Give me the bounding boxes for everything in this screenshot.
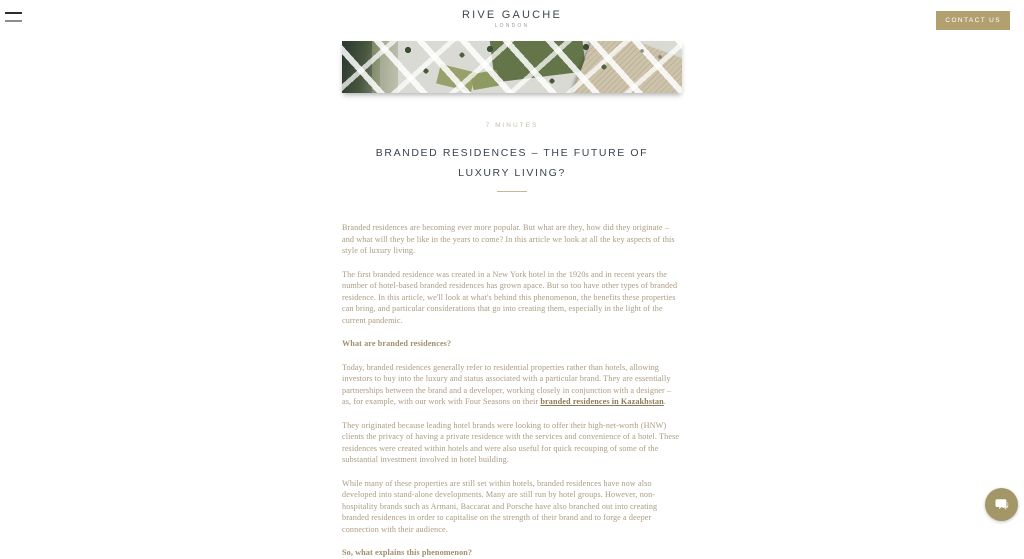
- section-heading-what-are-branded-residences: What are branded residences?: [342, 339, 452, 348]
- paragraph-link-after: .: [663, 397, 666, 406]
- title-divider: [497, 191, 527, 192]
- article-title: BRANDED RESIDENCES – THE FUTURE OF LUXURY LIVING?: [375, 147, 649, 179]
- body-paragraph-standalone: While many of these properties are still set within hotels, branded residences have now also developed into stand-alone developments. Many are still run by hotel groups. However, non-hospitality brands such as Armani, Baccarat and Porsche have also branched out into creating branded residences in order to capitalise on the strength of their brand and to forge a deeper connection with their audience.: [342, 478, 658, 534]
- logo-subtitle: LONDON: [494, 23, 530, 29]
- chat-bubble-icon: [993, 496, 1010, 513]
- contact-us-button[interactable]: CONTACT US: [936, 11, 1010, 30]
- logo-title: RIVE GAUCHE: [462, 9, 562, 21]
- intro-paragraph-2: The first branded residence was created in a New York hotel in the 1920s and in recent years the number of hotel-based branded residences has grown apace. But so too have other types of branded residence. In this article, we'll look at what's behind this phenomenon, the benefits these properties can bring, and particular considerations that go into creating them, especially in the light of the current pandemic.: [342, 269, 678, 325]
- section-heading-phenomenon: So, what explains this phenomenon?: [342, 548, 473, 557]
- paragraph-link-before: Today, branded residences generally refer to residential properties rather than hotels, allowing investors to buy into the luxury and status associated with a particular brand. They are essentially partnerships between the brand and a developer, working closely in conjunction with a designer – as, for example, with our work with Four Seasons on their: [342, 362, 672, 406]
- body-paragraph-origins: They originated because leading hotel brands were looking to offer their high-net-worth (HNW) clients the privacy of having a private residence with the services and convenience of a hotel. These residences were created within hotels and were also useful for quick recouping of some of the substantial investment involved in hotel building.: [342, 420, 680, 464]
- article-column: [342, 0, 682, 559]
- hero-trees: [342, 41, 682, 93]
- site-logo[interactable]: [0, 9, 1024, 29]
- article-body: [342, 222, 682, 559]
- intro-paragraph-1: Branded residences are becoming ever more popular. But what are they, how did they originate – and what will they be like in the years to come? In this article we look at all the key aspects of this style of luxury living.: [342, 223, 675, 255]
- hero-image: [342, 41, 682, 93]
- chat-widget-button[interactable]: [985, 488, 1018, 521]
- paragraph-with-link: [342, 362, 682, 408]
- kazakhstan-residences-link[interactable]: branded residences in Kazakhstan: [540, 397, 664, 406]
- site-header: [0, 0, 1024, 40]
- read-time-badge: 7 MINUTES: [485, 122, 539, 129]
